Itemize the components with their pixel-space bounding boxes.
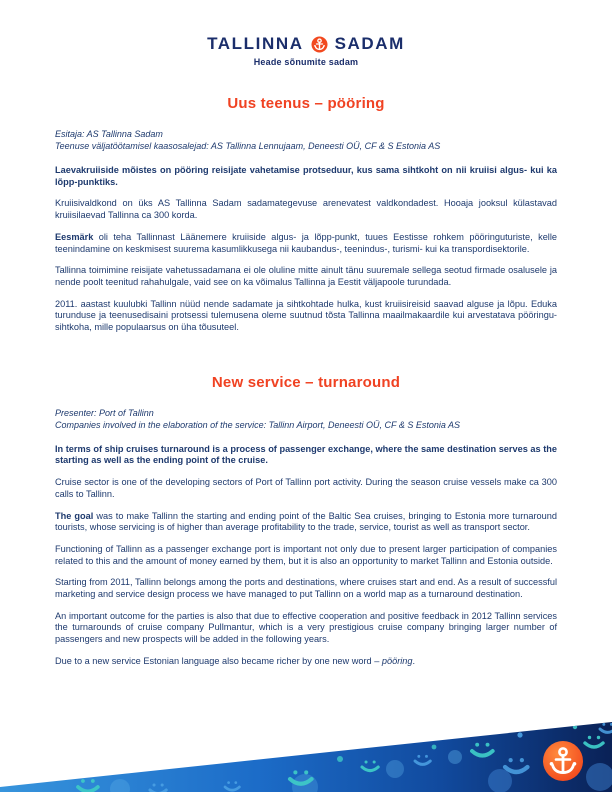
paragraph: Due to a new service Estonian language also became richer by one new word – pööring. [55, 655, 416, 666]
section-heading-english: New service – turnaround [211, 373, 401, 391]
paragraph: Functioning of Tallinn as a passenger exchange port is important not only due to present larger participation of companies related to this and the amount of money earned by them, but it is also an opportunity to market Tallinn and Estonia outside. [55, 543, 557, 566]
presenter-line: Presenter: Port of Tallinn [55, 407, 154, 418]
presenter-lines-estonian [55, 128, 557, 152]
paragraph: Laevakruiiside mõistes on pööring reisijate vahetamise protseduur, kus sama sihtkoht on nii kruiisi algus- kui ka lõpp-punktiks. [55, 165, 557, 187]
logo [0, 34, 612, 54]
paragraph: Starting from 2011, Tallinn belongs among the ports and destinations, where cruises start and end. As a result of successful marketing and service design process we have managed to put Tallinn on a world map as a turnaround destination. [55, 577, 557, 600]
logo-text-left: TALLINNA [207, 34, 304, 53]
logo-text-right: SADAM [334, 34, 405, 53]
paragraph: Eesmärk oli teha Tallinnast Läänemere kruiiside algus- ja lõpp-punkt, tuues Eestisse rohkem pööringuturiste, kelle teenindamine on keskmisest suurema kasumlikkusega nii kaubandus-, teenindus-, turismi- kui ka transpordisektorile. [55, 231, 557, 254]
anchor-badge-icon [543, 741, 583, 781]
paragraph: 2011. aastast kuulubki Tallinn nüüd nende sadamate ja sihtkohtade hulka, kust kruiisireisid saavad alguse ja lõpu. Eduka turunduse ja teenusedisaini protsessi tulemusena oleme suutnud tõsta Tallinna maailmakaardile kui arvestatava pööringu-sihtkoha, mille populaarsus on üha tõusuteel. [55, 298, 557, 333]
logo-tagline: Heade sõnumite sadam [253, 57, 359, 67]
presenter-line: Teenuse väljatöötamisel kaasosalejad: AS Tallinna Lennujaam, Deneesti OÜ, CF & S Estonia AS [55, 141, 441, 151]
paragraph: In terms of ship cruises turnaround is a process of passenger exchange, where the same destination serves as the starting as well as the ending point of the cruise. [55, 443, 557, 466]
paragraph: The goal was to make Tallinn the starting and ending point of the Baltic Sea cruises, bringing to Estonia more turnaround tourists, whose servicing is of higher than average profitability to the trade, service, tourist as well as transport sector. [55, 510, 557, 533]
section-english [55, 374, 557, 668]
section-heading-estonian: Uus teenus – pööring [227, 95, 385, 112]
footer-wave-art [0, 717, 612, 792]
presenter-line: Companies involved in the elaboration of the service: Tallinn Airport, Deneesti OÜ, CF & S Estonia AS [55, 419, 461, 430]
presenter-lines-english [55, 407, 557, 431]
document-body [0, 95, 612, 668]
header [0, 0, 612, 67]
section-estonian [55, 95, 557, 334]
paragraph: Tallinna toimimine reisijate vahetussadamana ei ole oluline mitte ainult tänu suuremale sellega seotud firmade osalusele ja nende poolt teenitud rahahulgale, vaid see on ka võimalus Tallinna ja Eestit väljapoole turundada. [55, 265, 557, 287]
anchor-icon [311, 36, 328, 53]
presenter-line: Esitaja: AS Tallinna Sadam [55, 129, 163, 139]
paragraph: Cruise sector is one of the developing sectors of Port of Tallinn port activity. During the season cruise vessels make ca 300 calls to Tallinn. [55, 477, 557, 499]
paragraph: An important outcome for the parties is also that due to effective cooperation and positive feedback in 2012 Tallinn services the turnarounds of cruise company Pullmantur, which is a very prestigious cruise company bringing larger number of passengers and new prospects will be added in the following years. [55, 610, 557, 645]
paragraph: Kruiisivaldkond on üks AS Tallinna Sadam sadamategevuse arenevatest valdkondadest. Hooaja jooksul külastavad kruiisilaevad Tallinna ca 300 korda. [55, 198, 557, 221]
